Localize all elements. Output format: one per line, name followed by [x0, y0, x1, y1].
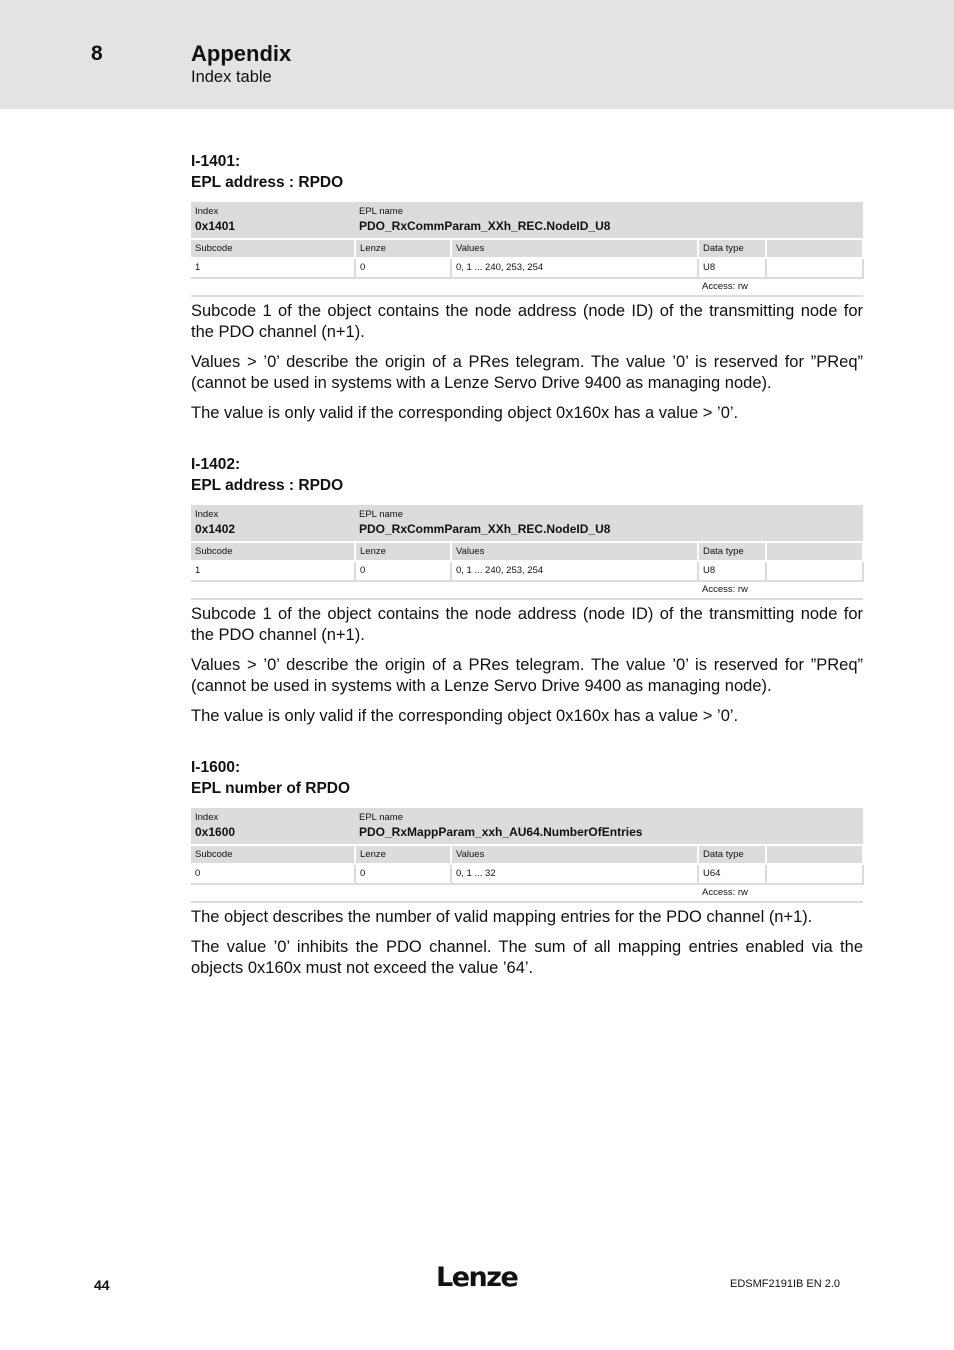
description: [191, 301, 863, 433]
access-value: Access: rw: [698, 884, 863, 902]
chapter-subtitle: Index table: [191, 68, 272, 86]
chapter-header: [0, 0, 954, 109]
section-i-1402: [191, 454, 863, 744]
values-header: Values: [451, 845, 698, 864]
description: [191, 604, 863, 736]
object-table: [191, 808, 864, 903]
epl-name-value: PDO_RxCommParam_XXh_REC.NodeID_U8: [359, 219, 611, 233]
epl-name-cell: [355, 202, 863, 239]
section-title: EPL address : RPDO: [191, 174, 344, 191]
object-table: [191, 202, 864, 297]
paragraph: The value is only valid if the corresponding object 0x160x has a value > ’0’.: [191, 404, 739, 422]
blank-value: [766, 258, 863, 278]
blank-header: [766, 239, 863, 258]
lenze-header: Lenze: [355, 239, 451, 258]
values-value: 0, 1 ... 32: [451, 864, 698, 884]
section-id: I-1402:: [191, 456, 241, 473]
table-row: [191, 258, 863, 278]
data-type-header: Data type: [698, 239, 766, 258]
document-id: EDSMF2191IB EN 2.0: [730, 1278, 841, 1290]
paragraph: The value ’0’ inhibits the PDO channel. The sum of all mapping entries enabled via the objects 0x160x must not exceed the value ’64’.: [191, 938, 863, 977]
section-title: EPL number of RPDO: [191, 780, 351, 797]
index-cell: [191, 505, 355, 542]
values-value: 0, 1 ... 240, 253, 254: [451, 561, 698, 581]
paragraph: Subcode 1 of the object contains the node address (node ID) of the transmitting node for the PDO channel (n+1).: [191, 605, 863, 644]
values-header: Values: [451, 542, 698, 561]
lenze-value: 0: [355, 258, 451, 278]
index-label: Index: [195, 812, 219, 823]
subcode-header: Subcode: [191, 845, 355, 864]
section-i-1600: [191, 757, 863, 997]
section-i-1401: [191, 151, 863, 441]
lenze-value: 0: [355, 561, 451, 581]
lenze-header: Lenze: [355, 845, 451, 864]
paragraph: Subcode 1 of the object contains the node address (node ID) of the transmitting node for the PDO channel (n+1).: [191, 302, 863, 341]
table-row: [191, 864, 863, 884]
index-label: Index: [195, 509, 219, 520]
subcode-value: 0: [191, 864, 355, 884]
epl-name-cell: [355, 808, 863, 845]
index-label: Index: [195, 206, 219, 217]
data-type-value: U8: [698, 561, 766, 581]
index-value: 0x1402: [195, 522, 236, 536]
paragraph: The object describes the number of valid mapping entries for the PDO channel (n+1).: [191, 908, 813, 926]
index-cell: [191, 202, 355, 239]
index-value: 0x1401: [195, 219, 236, 233]
description: [191, 907, 863, 988]
blank-value: [766, 864, 863, 884]
section-title: EPL address : RPDO: [191, 477, 344, 494]
epl-name-label: EPL name: [359, 812, 404, 823]
paragraph: The value is only valid if the corresponding object 0x160x has a value > ’0’.: [191, 707, 739, 725]
index-value: 0x1600: [195, 825, 236, 839]
paragraph: Values > ’0’ describe the origin of a PRes telegram. The value ’0’ is reserved for ”PReq” (cannot be used in systems with a Lenze Servo Drive 9400 as managing node).: [191, 353, 863, 392]
data-type-value: U64: [698, 864, 766, 884]
chapter-title: Appendix: [191, 41, 292, 66]
subcode-header: Subcode: [191, 239, 355, 258]
data-type-header: Data type: [698, 542, 766, 561]
blank-header: [766, 542, 863, 561]
lenze-header: Lenze: [355, 542, 451, 561]
object-table: [191, 505, 864, 600]
paragraph: Values > ’0’ describe the origin of a PRes telegram. The value ’0’ is reserved for ”PReq” (cannot be used in systems with a Lenze Servo Drive 9400 as managing node).: [191, 656, 863, 695]
lenze-value: 0: [355, 864, 451, 884]
subcode-header: Subcode: [191, 542, 355, 561]
epl-name-value: PDO_RxCommParam_XXh_REC.NodeID_U8: [359, 522, 611, 536]
subcode-value: 1: [191, 561, 355, 581]
section-id: I-1401:: [191, 153, 241, 170]
epl-name-label: EPL name: [359, 509, 404, 520]
data-type-header: Data type: [698, 845, 766, 864]
table-row: [191, 561, 863, 581]
access-value: Access: rw: [698, 278, 863, 296]
values-value: 0, 1 ... 240, 253, 254: [451, 258, 698, 278]
page-number: 44: [94, 1277, 110, 1293]
values-header: Values: [451, 239, 698, 258]
access-value: Access: rw: [698, 581, 863, 599]
epl-name-label: EPL name: [359, 206, 404, 217]
chapter-number: 8: [91, 42, 103, 65]
lenze-logo: Lenze: [436, 1262, 518, 1293]
blank-value: [766, 561, 863, 581]
epl-name-cell: [355, 505, 863, 542]
subcode-value: 1: [191, 258, 355, 278]
data-type-value: U8: [698, 258, 766, 278]
epl-name-value: PDO_RxMappParam_xxh_AU64.NumberOfEntries: [359, 825, 643, 839]
section-id: I-1600:: [191, 759, 241, 776]
blank-header: [766, 845, 863, 864]
index-cell: [191, 808, 355, 845]
